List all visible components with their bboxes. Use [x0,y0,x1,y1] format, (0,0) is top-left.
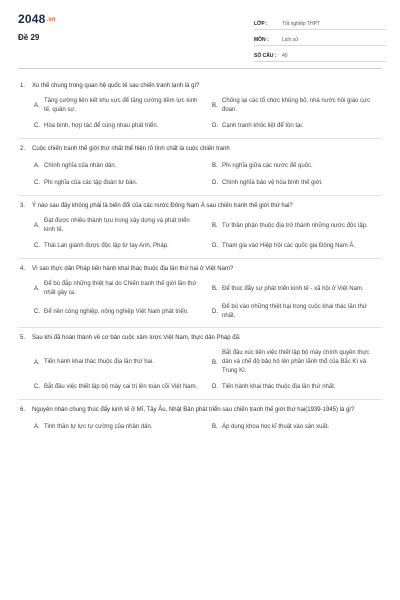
question-prompt: Nguyên nhân chung thúc đẩy kinh tế ở Mĩ, Tây Âu, Nhật Bản phát triển sau chiến tranh thế giới thứ hai(1939-1945) là gì? [32,407,355,413]
option-text: Tham gia vào Hiệp hội các quốc gia Đông Nam Á. [222,242,356,249]
answer-option[interactable] [34,160,204,172]
answer-option[interactable] [212,303,382,321]
option-letter: B. [212,424,218,430]
option-letter: C. [34,180,40,186]
option-letter: C. [34,123,40,129]
question-number: 1. [20,83,26,89]
answer-option[interactable] [34,177,204,189]
exam-meta [254,14,386,62]
meta-value: 40 [282,53,288,59]
option-text: Áp dụng khoa học kĩ thuật vào sản xuất. [222,423,330,430]
question-item [18,328,382,400]
option-letter: B. [212,223,218,229]
meta-row [254,46,386,62]
answer-options [18,349,382,393]
option-letter: B. [212,359,218,366]
option-letter: B. [212,103,218,109]
option-text: Chính nghĩa bảo vệ hòa bình thế giới. [222,179,323,186]
question-item [18,139,382,196]
option-letter: A. [34,286,40,292]
question-number: 4. [20,266,26,272]
option-text: Để bù đắp những thiệt hại do Chiến tranh thế giới lần thứ nhất gây ra. [44,281,197,296]
site-logo[interactable] [18,12,56,26]
answer-option[interactable] [212,421,382,433]
option-text: Chống lại các tổ chức khủng bố, nhà nước hồi giáo cực đoan. [222,98,371,113]
logo-suffix: .vn [46,16,56,23]
answer-option[interactable] [34,240,204,252]
option-text: Phi nghĩa giữa các nước đế quốc. [222,162,313,169]
question-text [18,334,382,343]
option-text: Tiến hành khai thác thuộc địa lần thứ hai. [44,359,154,365]
question-prompt: Xu thế chung trong quan hệ quốc tế sau chiến tranh lạnh là gì? [32,83,200,89]
answer-option[interactable] [212,381,382,393]
question-number: 6. [20,407,26,413]
question-item [18,400,382,439]
answer-options [18,280,382,321]
meta-row [254,30,386,46]
answer-options [18,160,382,189]
option-letter: B. [212,163,218,169]
logo-text: 2048 [18,12,46,26]
option-text: Thái Lan giành được độc lập từ tay Anh, Pháp. [44,242,169,249]
question-list [18,76,382,439]
option-letter: D. [212,309,218,315]
question-prompt: Sau khi đã hoàn thành về cơ bản cuộc xâm lược Việt Nam, thực dân Pháp đã: [32,335,241,341]
option-text: Tiến hành khai thác thuộc địa lần thứ nhất. [222,383,336,390]
option-letter: A. [34,163,40,169]
option-text: Bắt đầu xúc tiến việc thiết lập bộ máy chính quyền thực dân và chế độ bảo hộ lên phần lãnh thổ của Bắc Kì và Trung Kì. [222,350,370,374]
option-text: Tinh thần tự lực tự cường của nhân dân. [44,423,153,430]
answer-options [18,421,382,433]
option-text: Tăng cường liên kết khu vực để tăng cường tiềm lực kinh tế, quân sự. [44,98,198,113]
option-letter: D. [212,243,218,249]
answer-option[interactable] [212,120,382,132]
meta-label: MÔN : [254,37,269,43]
question-prompt: Cuộc chiến tranh thế giới thứ nhất thể hiện rõ tính chất là cuộc chiến tranh [32,146,230,152]
meta-value: Tốt nghiệp THPT [282,21,320,27]
answer-option[interactable] [212,177,382,189]
header-divider [18,68,382,69]
question-item [18,76,382,139]
answer-option[interactable] [34,381,204,393]
option-text: Bắt đầu việc thiết lập bộ máy cai trị lên toàn cõi Việt Nam. [44,383,198,390]
option-text: Phi nghĩa của các tập đoàn tư bản. [44,179,138,186]
answer-option[interactable] [34,421,204,433]
question-number: 2. [20,146,26,152]
exam-code: Đề 29 [18,33,40,42]
option-text: Cạnh tranh khốc liệt để tồn tại. [222,122,304,129]
question-item [18,259,382,328]
question-text [18,82,382,91]
answer-option[interactable] [212,97,382,115]
question-text [18,202,382,211]
option-letter: A. [34,103,40,109]
answer-option[interactable] [34,217,204,235]
meta-row [254,14,386,30]
question-text [18,406,382,415]
answer-option[interactable] [212,160,382,172]
answer-option[interactable] [212,349,382,376]
option-letter: D. [212,123,218,129]
option-text: Để nền công nghiệp, nông nghiệp Việt Nam phát triển. [44,308,189,315]
meta-label: LỚP : [254,21,268,27]
option-text: Để bù vào những thiệt hại trong cuộc khai thác lần thứ nhất. [222,304,367,319]
option-letter: A. [34,359,40,366]
option-letter: D. [212,180,218,186]
option-text: Để thúc đẩy sự phát triển kinh tế - xã hội ở Việt Nam. [222,285,364,292]
question-prompt: Vì sao thực dân Pháp tiến hành khai thác thuộc địa lần thứ hai ở Việt Nam? [32,266,234,272]
answer-option[interactable] [34,280,204,298]
answer-option[interactable] [212,280,382,298]
answer-option[interactable] [34,303,204,321]
exam-header [0,0,400,68]
question-number: 3. [20,203,26,209]
answer-option[interactable] [212,217,382,235]
option-letter: C. [34,309,40,315]
option-letter: B. [212,286,218,292]
meta-label: SỐ CÂU : [254,53,277,59]
question-text [18,145,382,154]
answer-option[interactable] [34,349,204,376]
option-letter: C. [34,243,40,249]
option-letter: C. [34,384,40,390]
answer-options [18,217,382,252]
option-text: Chính nghĩa của nhân dân. [44,162,117,169]
meta-value: Lịch sử [282,37,299,43]
question-prompt: Ý nào sau đây không phải là biến đổi của các nước Đông Nam Á sau chiến tranh thế giới thứ hai? [32,203,293,209]
answer-option[interactable] [34,97,204,115]
option-letter: D. [212,384,218,390]
option-text: Từ thân phận thuộc địa trở thành những nước độc lập. [222,222,368,229]
option-text: Hòa bình, hợp tác để cùng nhau phát triển. [44,122,159,129]
question-item [18,196,382,259]
question-number: 5. [20,335,26,341]
answer-options [18,97,382,132]
answer-option[interactable] [34,120,204,132]
answer-option[interactable] [212,240,382,252]
option-letter: A. [34,424,40,430]
option-letter: A. [34,223,40,229]
question-text [18,265,382,274]
option-text: Đạt được nhiều thành tựu trong xây dựng và phát triển kinh tế. [44,218,190,233]
